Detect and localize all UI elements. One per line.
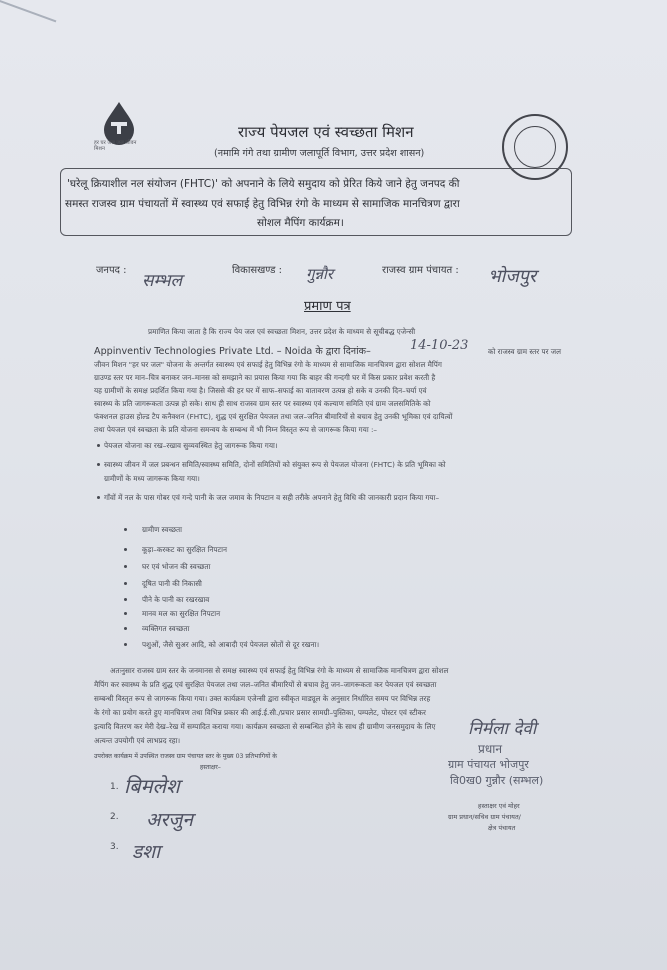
page-subtitle: (नमामि गंगे तथा ग्रामीण जलापूर्ति विभाग, उत्तर प्रदेश शासन) — [214, 148, 425, 159]
para2-line: सम्बन्धी विस्तृत रूप से जागरूक किया गया। उक्त कार्यक्रम एजेन्सी द्वारा स्वीकृत माड्यूल के अनुसार निर्धारित समय पर विभिन्न तरह — [94, 694, 431, 703]
footer-sign-line: क्षेत्र पंचायत — [488, 824, 516, 832]
district-value: सम्भल — [142, 271, 183, 291]
program-title-box — [60, 168, 572, 236]
sublist-item: घर एवं भोजन की स्वच्छता — [142, 562, 211, 571]
participant-signature: बिमलेश — [124, 774, 180, 798]
bullet-item: ग्रामीणों के मध्य जागरूक किया गया। — [104, 474, 200, 483]
para1-line: Appinventiv Technologies Private Ltd. – Noida के द्वारा दिनांक– — [94, 346, 371, 357]
sublist-dot — [124, 565, 127, 568]
block-label: विकासखण्ड : — [232, 265, 283, 276]
sublist-item: पशुओं, जैसे सुअर आदि, को आबादी एवं पेयजल स्रोतों से दूर रखना। — [142, 640, 320, 649]
bullet-item: गाँवों में नल के पास गोबर एवं गन्दे पानी के जल जमाव के निपटान व सही तरीके अपनाने हेतु विधि की जानकारी प्रदान किया गया– — [104, 493, 440, 502]
participant-number: 2. — [110, 812, 119, 822]
stamp-designation: प्रधान — [478, 742, 502, 756]
sublist-dot — [124, 582, 127, 585]
program-line-3: सोशल मैपिंग कार्यक्रम। — [257, 217, 344, 229]
para2-line: मैपिंग कर स्वास्थ्य के प्रति शुद्ध एवं सुरक्षित पेयजल तथा जल–जनित बीमारियों से बचाव हेतु जन–जागरूकता कर पेयजल एवं स्वच्छता — [94, 680, 437, 689]
program-line-1: 'घरेलू क्रियाशील नल संयोजन (FHTC)' को अपनाने के लिये समुदाय को प्रेरित किये जाने हेतु जनपद की — [67, 178, 460, 190]
sublist-item: व्यक्तिगत स्वच्छता — [142, 624, 190, 633]
participant-signature: अरजुन — [146, 809, 193, 831]
para2-line: अत्यन्त उपयोगी एवं लाभप्रद रहा। — [94, 736, 181, 745]
stamp-panchayat: ग्राम पंचायत भोजपुर — [448, 758, 529, 771]
para1-line: को राजस्व ग्राम स्तर पर जल — [488, 347, 562, 356]
para2-line: के रंगो का प्रयोग करते हुए मानचित्रण तथा विभिन्न प्रकार की आई.ई.सी./प्रचार प्रसार सामग्री–पुस्तिका, पम्पलेट, पोस्टर एवं स्टीकर — [94, 708, 426, 717]
participant-signature: डशा — [132, 841, 161, 863]
bullet-dot — [97, 463, 100, 466]
sublist-item: पीने के पानी का रखरखाव — [142, 595, 210, 604]
certificate-heading: प्रमाण पत्र — [304, 299, 351, 314]
para1-line: तथा पेयजल एवं स्वच्छता के प्रति योजना समन्वय के सम्बन्ध में भी निम्न विस्तृत रूप से जागरूक किया गया :– — [94, 425, 378, 434]
para1-line: ग्राउण्ड स्तर पर मान–चित्र बनाकर जन–मानस को समझाने का प्रयास किया गया कि बाहर की गन्दगी घर में किस प्रकार प्रवेश करती है — [94, 373, 436, 382]
stamp-block: वि0ख0 गुन्नौर (सम्भल) — [450, 774, 544, 787]
program-date: 14-10-23 — [410, 338, 469, 353]
sublist-item: कूड़ा–करकट का सुरक्षित निपटान — [142, 545, 227, 554]
participant-number: 1. — [110, 782, 119, 792]
signature-note: उपरोक्त कार्यक्रम में उपस्थित राजस्व ग्राम पंचायत स्तर के मुख्य 03 प्रतिभागियों के — [94, 753, 278, 760]
page-title: राज्य पेयजल एवं स्वच्छता मिशन — [238, 123, 414, 141]
participant-number: 3. — [110, 842, 119, 852]
pradhan-signature: निर्मला देवी — [468, 719, 537, 739]
para1-line: फंक्शनल हाउस होल्ड टैप कनैक्शन (FHTC), शुद्ध एवं सुरक्षित पेयजल तथा जल–जनित बीमारियों से बचाव हेतु उनकी भूमिका एवं दायित्वों — [94, 412, 453, 421]
sublist-item: ग्रामीण स्वच्छता — [142, 525, 182, 534]
program-line-2: समस्त राजस्व ग्राम पंचायतों में स्वास्थ्य एवं सफाई हेतु विभिन्न रंगो के माध्यम से सामाजिक मानचित्रण द्वारा — [65, 198, 460, 210]
sublist-dot — [124, 598, 127, 601]
bullet-dot — [97, 496, 100, 499]
para2-line: अतःनुसार राजस्व ग्राम स्तर के जनमानस से समक्ष स्वास्थ्य एवं सफाई हेतु विभिन्न रंगो के माध्यम से सामाजिक मानचित्रण द्वारा सोशल — [110, 666, 449, 675]
para1-line: प्रमाणित किया जाता है कि राज्य पेय जल एवं स्वच्छता मिशन, उत्तर प्रदेश के माध्यम से सूचीबद्ध एजेन्सी — [148, 327, 416, 336]
sublist-dot — [124, 548, 127, 551]
footer-sign-line: हस्ताक्षर एवं मोहर — [478, 802, 520, 810]
panchayat-label: राजस्व ग्राम पंचायत : — [382, 265, 459, 276]
footer-sign-line: ग्राम प्रधान/सचिव ग्राम पंचायत/ — [448, 813, 521, 821]
block-value: गुन्नौर — [306, 265, 334, 283]
sublist-item: दूषित पानी की निकासी — [142, 579, 202, 588]
logo-left-caption: हर घर जल जल जीवन मिशन — [94, 140, 137, 152]
signature-note: हस्ताक्षर– — [200, 764, 221, 771]
para1-line: स्वास्थ्य के प्रति जागरूकता उत्पन्न हो सके। साथ ही साथ राजस्व ग्राम स्तर पर स्वास्थ्य एवं कल्याण समिति एवं ग्राम जलसमितिके को — [94, 399, 431, 408]
sublist-dot — [124, 612, 127, 615]
bullet-item: स्वास्थ्य जीवन में जल प्रबन्धन समिति/स्वास्थ्य समिति, दोनों समितियों को संयुक्त रूप से पेयजल योजना (FHTC) के प्रति भूमिका को — [104, 460, 446, 469]
bullet-dot — [97, 444, 100, 447]
para1-line: जीवन मिशन "हर घर जल" योजना के अन्तर्गत स्वास्थ्य एवं सफाई हेतु विभिन्न रंगो के माध्यम से सामाजिक मानचित्रण द्वारा सोशल मैपिंग — [94, 360, 442, 369]
para1-line: यह ग्रामीणों के समक्ष प्रदर्शित किया गया है। जिससे की हर घर में साफ–सफाई का वातावरण उत्पन्न हो सके व उनकी दिन–चर्या एवं — [94, 386, 427, 395]
sublist-item: मानव मल का सुरक्षित निपटान — [142, 609, 221, 618]
para2-line: इत्यादि वितरण कर मेरी देख–रेख में सम्पादित कराया गया। कार्यक्रम स्वच्छता से सम्बन्धित होने के साथ ही ग्रामीण जनसमुदाय के लिए — [94, 722, 436, 731]
paper-crease — [0, 0, 56, 22]
bullet-item: पेयजल योजना का रख–रखाव सुव्यवस्थित हेतु जागरूक किया गया। — [104, 441, 278, 450]
district-label: जनपद : — [96, 265, 127, 276]
sublist-dot — [124, 528, 127, 531]
panchayat-value: भोजपुर — [488, 266, 537, 287]
sublist-dot — [124, 643, 127, 646]
sublist-dot — [124, 627, 127, 630]
